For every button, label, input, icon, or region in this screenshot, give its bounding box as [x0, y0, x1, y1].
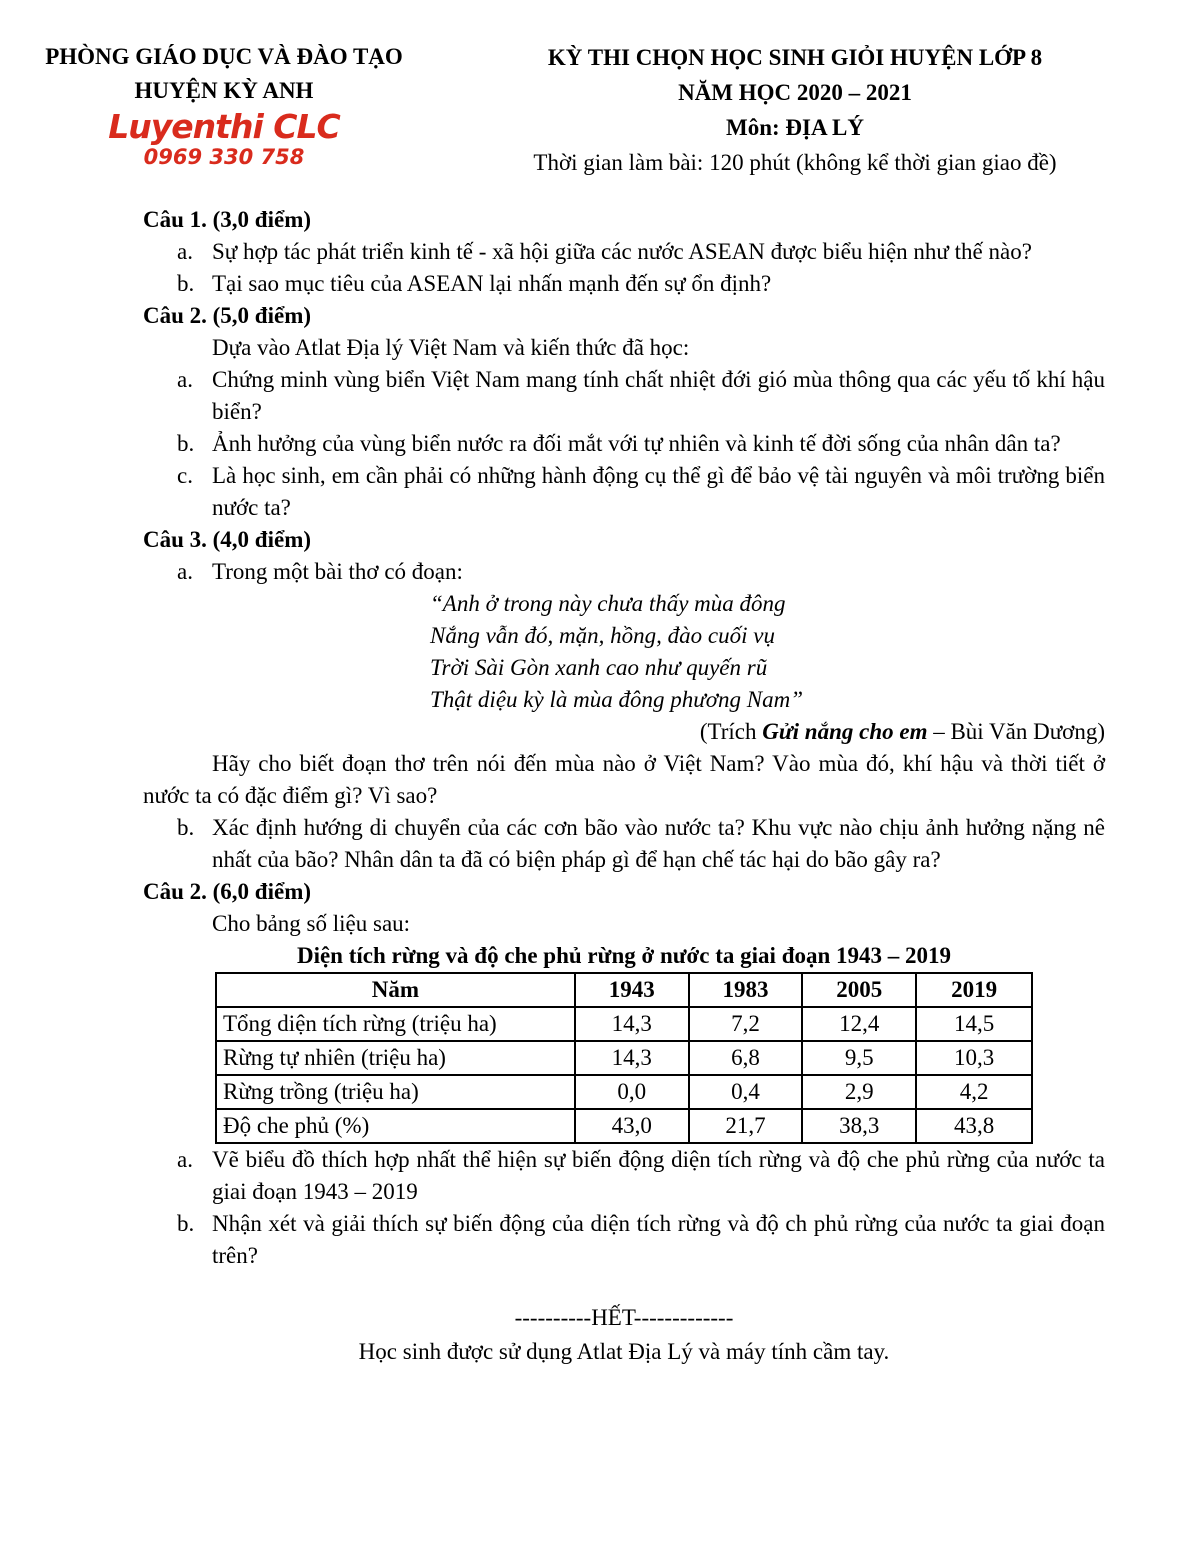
table-row [216, 1007, 1032, 1041]
cell-value: 43,0 [575, 1109, 689, 1143]
logo-text: Luyenthi CLC [108, 107, 340, 146]
item-text: Tại sao mục tiêu của ASEAN lại nhấn mạnh đến sự ổn định? [212, 271, 772, 296]
item-label: b. [177, 815, 195, 840]
question-1-item-a [143, 236, 1105, 268]
col-header: 2005 [802, 973, 916, 1007]
table-row [216, 1109, 1032, 1143]
question-2-item-a [143, 364, 1105, 428]
cell-value: 7,2 [689, 1007, 803, 1041]
poem-line: Trời Sài Gòn xanh cao như quyến rũ [430, 655, 768, 680]
department-name: PHÒNG GIÁO DỤC VÀ ĐÀO TẠO [45, 44, 403, 69]
poem-line: “Anh ở trong này chưa thấy mùa đông [430, 591, 786, 616]
row-label: Tổng diện tích rừng (triệu ha) [216, 1007, 575, 1041]
question-1-heading: Câu 1. (3,0 điểm) [143, 207, 312, 232]
row-label: Độ che phủ (%) [216, 1109, 575, 1143]
item-text: Chứng minh vùng biển Việt Nam mang tính chất nhiệt đới gió mùa thông qua các yếu tố khí hậu biển? [212, 367, 1105, 424]
header-right-block [448, 40, 1200, 180]
cell-value: 43,8 [916, 1109, 1032, 1143]
cell-value: 14,5 [916, 1007, 1032, 1041]
exam-duration: Thời gian làm bài: 120 phút (không kể thời gian giao đề) [533, 150, 1057, 175]
question-3-item-b [143, 812, 1105, 876]
item-text: Xác định hướng di chuyển của các cơn bão vào nước ta? Khu vực nào chịu ảnh hưởng nặng nê nhất của bão? Nhân dân ta đã có biện pháp gì để hạn chế tác hại do bão gây ra? [212, 815, 1105, 872]
item-label: b. [177, 1211, 195, 1236]
item-text: Vẽ biểu đồ thích hợp nhất thể hiện sự biến động diện tích rừng và độ che phủ rừng của nước ta giai đoạn 1943 – 2019 [212, 1147, 1105, 1204]
exam-title: KỲ THI CHỌN HỌC SINH GIỎI HUYỆN LỚP 8 [547, 45, 1043, 70]
page-footer [143, 1302, 1105, 1370]
col-header: 1943 [575, 973, 689, 1007]
table-title: Diện tích rừng và độ che phủ rừng ở nước ta giai đoạn 1943 – 2019 [296, 943, 952, 968]
cell-value: 9,5 [802, 1041, 916, 1075]
page-header [0, 0, 1200, 180]
attribution-suffix: – Bùi Văn Dương) [927, 719, 1105, 744]
attribution-title: Gửi nắng cho em [762, 719, 928, 744]
question-1-item-b [143, 268, 1105, 300]
cell-value: 6,8 [689, 1041, 803, 1075]
item-text: Nhận xét và giải thích sự biến động của diện tích rừng và độ ch phủ rừng của nước ta giai đoạn trên? [212, 1211, 1105, 1268]
forest-data-table [215, 972, 1033, 1144]
district-name: HUYỆN KỲ ANH [134, 78, 314, 103]
logo-phone: 0969 330 758 [143, 145, 305, 169]
item-text: Trong một bài thơ có đoạn: [212, 559, 463, 584]
poem-line: Thật diệu kỳ là mùa đông phương Nam” [430, 687, 804, 712]
cell-value: 14,3 [575, 1041, 689, 1075]
question-2-item-c [143, 460, 1105, 524]
question-2-heading: Câu 2. (5,0 điểm) [143, 303, 312, 328]
col-header: 2019 [916, 973, 1032, 1007]
question-3-heading: Câu 3. (4,0 điểm) [143, 527, 312, 552]
question-3-followup: Hãy cho biết đoạn thơ trên nói đến mùa nào ở Việt Nam? Vào mùa đó, khí hậu và thời tiết ở nước ta có đặc điểm gì? Vì sao? [143, 751, 1105, 808]
cell-value: 4,2 [916, 1075, 1032, 1109]
cell-value: 2,9 [802, 1075, 916, 1109]
poem-line: Nắng vẫn đó, mặn, hồng, đào cuối vụ [430, 623, 775, 648]
row-label: Rừng tự nhiên (triệu ha) [216, 1041, 575, 1075]
school-year: NĂM HỌC 2020 – 2021 [678, 80, 912, 105]
question-4-item-b [143, 1208, 1105, 1272]
table-header-row [216, 973, 1032, 1007]
col-header: Năm [216, 973, 575, 1007]
row-label: Rừng trồng (triệu ha) [216, 1075, 575, 1109]
document-body [143, 204, 1105, 1370]
item-label: a. [177, 1147, 193, 1172]
table-row [216, 1041, 1032, 1075]
question-4-intro: Cho bảng số liệu sau: [212, 911, 411, 936]
end-marker: ----------HẾT------------- [514, 1305, 734, 1330]
poem-block [430, 588, 1105, 716]
cell-value: 14,3 [575, 1007, 689, 1041]
question-4-heading: Câu 2. (6,0 điểm) [143, 879, 312, 904]
cell-value: 0,4 [689, 1075, 803, 1109]
poem-attribution [143, 716, 1105, 748]
footer-note: Học sinh được sử dụng Atlat Địa Lý và máy tính cầm tay. [358, 1339, 890, 1364]
item-label: b. [177, 271, 195, 296]
table-row [216, 1075, 1032, 1109]
cell-value: 38,3 [802, 1109, 916, 1143]
item-label: a. [177, 239, 193, 264]
cell-value: 12,4 [802, 1007, 916, 1041]
cell-value: 0,0 [575, 1075, 689, 1109]
question-4-item-a [143, 1144, 1105, 1208]
attribution-prefix: (Trích [699, 719, 763, 744]
subject-name: Môn: ĐỊA LÝ [725, 115, 864, 140]
item-label: a. [177, 367, 193, 392]
item-text: Sự hợp tác phát triển kinh tế - xã hội giữa các nước ASEAN được biểu hiện như thế nào? [212, 239, 1032, 264]
cell-value: 10,3 [916, 1041, 1032, 1075]
question-3-item-a [143, 556, 1105, 588]
item-text: Là học sinh, em cần phải có những hành động cụ thể gì để bảo vệ tài nguyên và môi trường biển nước ta? [212, 463, 1105, 520]
item-text: Ảnh hưởng của vùng biển nước ra đối mắt với tự nhiên và kinh tế đời sống của nhân dân ta? [212, 431, 1061, 456]
item-label: a. [177, 559, 193, 584]
header-left-block [0, 40, 448, 180]
cell-value: 21,7 [689, 1109, 803, 1143]
question-2-intro: Dựa vào Atlat Địa lý Việt Nam và kiến thức đã học: [212, 335, 690, 360]
item-label: c. [177, 463, 193, 488]
col-header: 1983 [689, 973, 803, 1007]
question-2-item-b [143, 428, 1105, 460]
item-label: b. [177, 431, 195, 456]
